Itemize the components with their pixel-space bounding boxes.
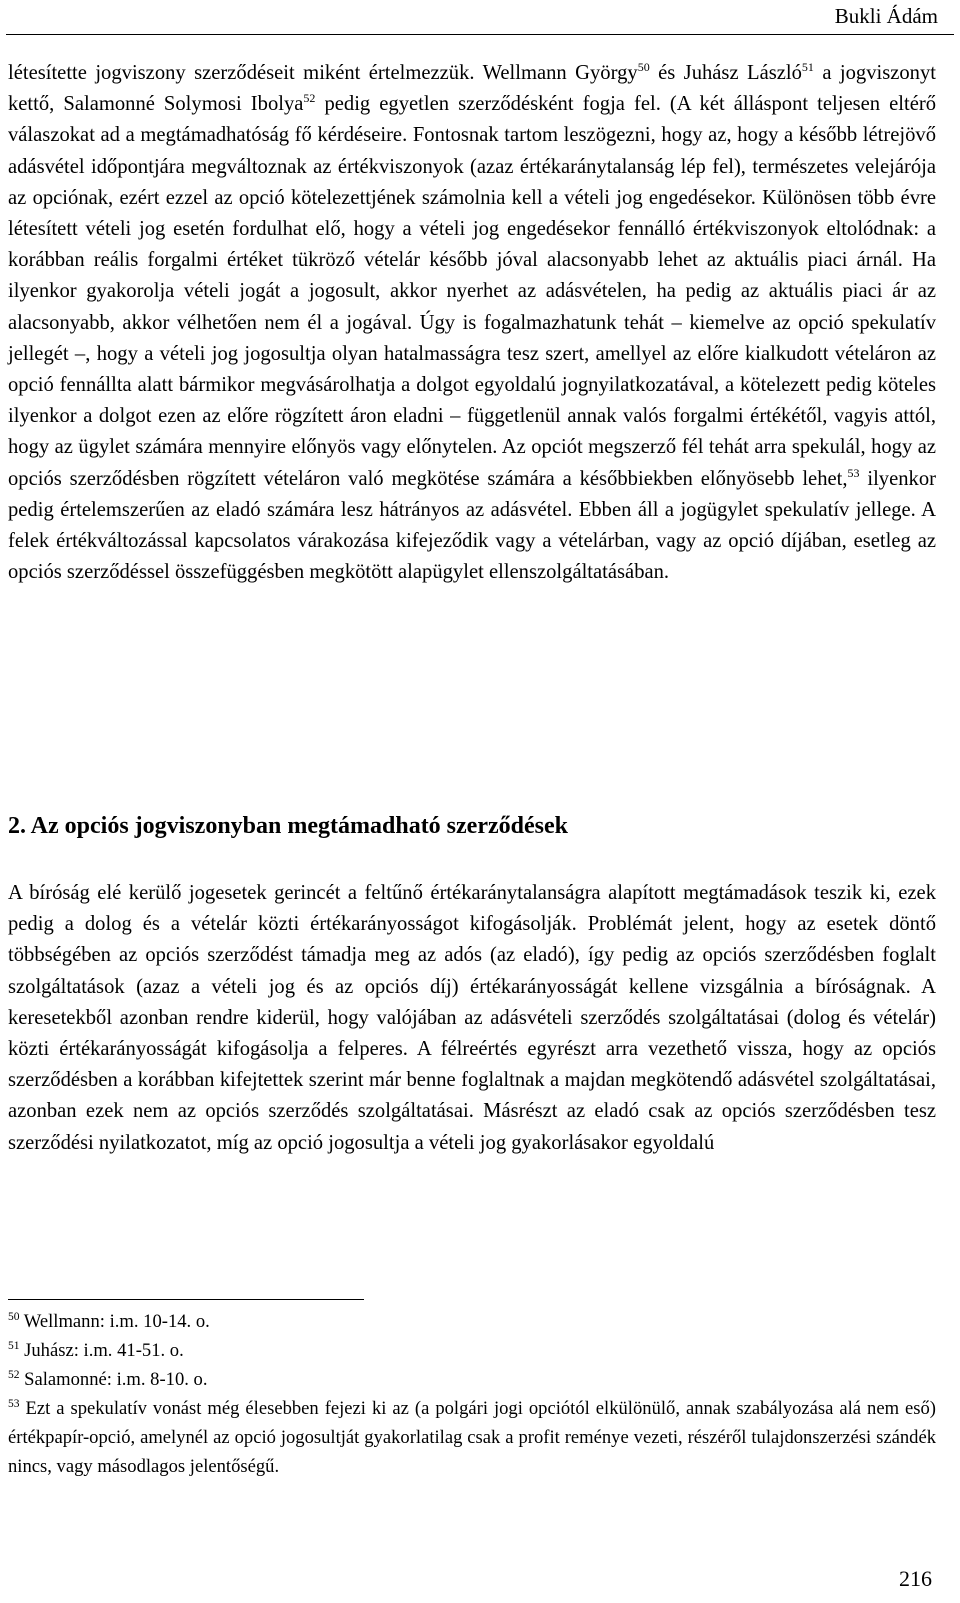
running-header-author: Bukli Ádám [834, 4, 938, 28]
footnote-text: Juhász: i.m. 41-51. o. [19, 1340, 184, 1361]
footnote-separator [8, 1299, 364, 1300]
section-paragraph: A bíróság elé kerülő jogesetek gerincét a feltűnő értékaránytalanságra alapított megtámadások teszik ki, ezek pedig a dolog és a vételár közti értékarányosságot kifogásolják. Problémát jelent, hogy az esetek döntő többségében az opciós szerződést támadja meg az adós (az eladó), így pedig az opciós szerződésben foglalt szolgáltatások (azaz a vételi jog és az opciós díj) értékarányosságát kellene vizsgálnia a bíróságnak. A keresetekből azonban rendre kiderül, hogy valójában az adásvételi szerződés szolgáltatásai (dolog és vételár) közti értékarányosságát kifogásolja a felperes. A félreértés egyrészt arra vezethető vissza, hogy az opciós szerződésben a korábban kifejtettek szerint már benne foglaltnak a majdan megkötendő adásvétel szolgáltatásai, azonban ezek nem az opciós szerződés szolgáltatásai. Másrészt az eladó csak az opciós szerződésben tesz szerződési nyilatkozatot, míg az opció jogosultja a vételi jog gyakorlásakor egyoldalú [8, 882, 936, 1154]
footnote-51 [8, 1336, 936, 1365]
footnote-reference-50[interactable]: 50 [637, 60, 650, 75]
paragraph-text-segment: és Juhász László [649, 62, 802, 84]
footnote-reference-52[interactable]: 52 [303, 91, 316, 106]
footnote-number: 51 [8, 1339, 20, 1352]
footnote-reference-51[interactable]: 51 [801, 60, 814, 75]
header-rule [6, 34, 954, 35]
footnote-52 [8, 1365, 936, 1394]
footnote-text: Wellmann: i.m. 10-14. o. [19, 1311, 210, 1332]
paragraph-text-segment: létesítette jogviszony szerződéseit miként értelmezzük. Wellmann György [8, 62, 638, 84]
footnote-reference-53[interactable]: 53 [847, 465, 860, 480]
footnote-number: 52 [8, 1368, 20, 1381]
footnote-50 [8, 1307, 936, 1336]
paragraph-text-segment: a jogviszonyt kettő, Salamonné Solymosi Ibolya [8, 62, 936, 116]
paragraph-continuation [8, 58, 936, 588]
footnote-number: 53 [8, 1397, 20, 1410]
section-body [8, 878, 936, 1159]
section-heading: 2. Az opciós jogviszonyban megtámadható szerződések [8, 813, 568, 839]
paragraph-text-segment: ilyenkor pedig értelemszerűen az eladó számára lesz hátrányos az adásvétel. Ebben áll a jogügylet spekulatív jellege. A felek értékváltozással kapcsolatos várakozása kifejeződik vagy a vételárban, vagy az opció díjában, esetleg az opciós szerződéssel összefüggésben megkötött alapügylet ellenszolgáltatásában. [8, 467, 936, 584]
footnote-53 [8, 1394, 936, 1481]
footnotes [8, 1307, 936, 1481]
footnote-text: Salamonné: i.m. 8-10. o. [19, 1369, 208, 1390]
footnote-number: 50 [8, 1310, 20, 1323]
body-paragraph [8, 58, 936, 588]
page-number: 216 [899, 1566, 932, 1591]
paragraph-text-segment: pedig egyetlen szerződésként fogja fel. (A két álláspont teljesen eltérő válaszokat ad a megtámadhatóság fő kérdéseire. Fontosnak tartom leszögezni, hogy az, hogy a később létrejövő adásvétel időpontjára megváltoznak az értékviszonyok (azaz értékaránytalanság lép fel), természetes velejárója az opciónak, ezért ezzel az opció kötelezettjének számolnia kell a vételi jog engedésekor. Különösen több évre létesített vételi jog esetén fordulhat elő, hogy a vételi jog engedésekor fennálló értékviszonyok eltolódnak: a korábban reális forgalmi értéket tükröző vételár később jóval alacsonyabb lehet az aktuális piaci árnál. Ha ilyenkor gyakorolja vételi jogát a jogosult, akkor nyerhet az adásvételen, ha pedig az aktuális piaci ár az alacsonyabb, akkor vélhetően nem él a jogával. Úgy is fogalmazhatunk tehát – kiemelve az opció spekulatív jellegét –, hogy a vételi jog jogosultja olyan hatalmasságra tesz szert, amellyel az előre kialkudott vételáron az opció fennállta alatt bármikor megvásárolhatja a dolgot egyoldalú jognyilatkozatával, a kötelezett pedig köteles ilyenkor a dolgot ezen az előre rögzített áron eladni – függetlenül annak valós forgalmi értékétől, vagyis attól, hogy az ügylet számára mennyire előnyös vagy előnytelen. Az opciót megszerző fél tehát arra spekulál, hogy az opciós szerződésben rögzített vételáron való megkötése számára a későbbiekben előnyösebb lehet, [8, 93, 936, 490]
footnote-text: Ezt a spekulatív vonást még élesebben fejezi ki az (a polgári jogi opciótól elkülönülő, annak szabályozása alá nem eső) értékpapír-opció, amelynél az opció jogosultját gyakorlatilag csak a profit reménye vezeti, részéről tulajdonszerzési szándék nincs, vagy másodlagos jelentőségű. [8, 1398, 936, 1477]
